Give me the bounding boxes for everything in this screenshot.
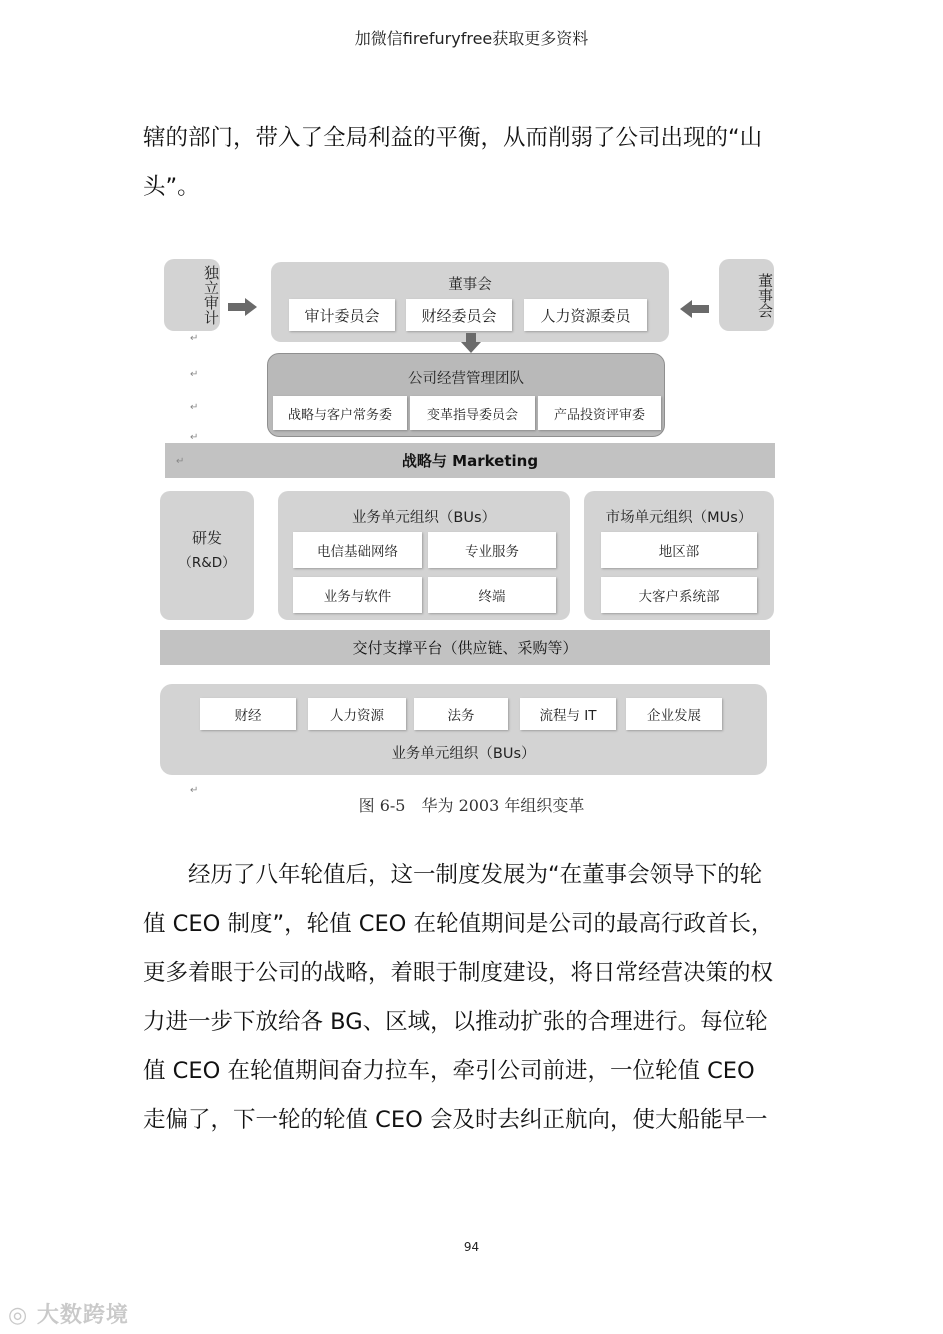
paragraph-line: 辖的部门，带入了全局利益的平衡，从而削弱了公司出现的“山: [143, 125, 763, 151]
support-item: 法务: [414, 698, 508, 730]
board-committee: 财经委员会: [406, 299, 512, 331]
paragraph-bottom: [143, 851, 803, 1145]
paragraph-line: 力进一步下放给各 BG、区域，以推动扩张的合理进行。每位轮: [143, 1009, 768, 1035]
management-committee: 产品投资评审委: [538, 396, 661, 430]
paragraph-line: 更多着眼于公司的战略，着眼于制度建设，将日常经营决策的权: [143, 960, 774, 986]
auditor-label: 独立审计: [202, 265, 220, 325]
watermark-icon: ◎: [8, 1303, 29, 1328]
edit-mark: ↵: [190, 432, 199, 443]
edit-mark: ↵: [190, 785, 199, 796]
right-board-label: 董事会: [756, 272, 774, 318]
board-committee: 审计委员会: [289, 299, 395, 331]
management-committee: 变革指导委员会: [410, 396, 535, 430]
board-committee: 人力资源委员: [524, 299, 647, 331]
rnd-sublabel: （R&D）: [178, 555, 236, 571]
right-board-box: [719, 259, 774, 331]
mu-title: 市场单元组织（MUs）: [605, 510, 753, 526]
support-item: 人力资源: [308, 698, 406, 730]
watermark-logo: [8, 1298, 129, 1329]
mu-item: 大客户系统部: [601, 577, 757, 613]
edit-mark: ↵: [176, 456, 185, 467]
management-committee: 战略与客户常务委: [273, 396, 407, 430]
support-item: 财经: [200, 698, 296, 730]
paragraph-line: 值 CEO 在轮值期间奋力拉车，牵引公司前进，一位轮值 CEO: [143, 1058, 755, 1084]
board-box: [271, 262, 669, 342]
mu-box: [584, 491, 774, 620]
arrow-left-icon: [680, 300, 710, 318]
rnd-label: 研发: [191, 529, 222, 547]
edit-mark: ↵: [190, 402, 199, 413]
figure-caption: 图 6-5 华为 2003 年组织变革: [358, 796, 585, 815]
bu-item: 终端: [428, 577, 556, 613]
page-number: 94: [463, 1240, 480, 1254]
bu-item: 专业服务: [428, 532, 556, 568]
auditor-box: [164, 259, 220, 331]
support-item: 企业发展: [626, 698, 722, 730]
rnd-box: [160, 491, 254, 620]
paragraph-line: 头”。: [143, 174, 200, 200]
mu-item: 地区部: [601, 532, 757, 568]
paragraph-line: 走偏了，下一轮的轮值 CEO 会及时去纠正航向，使大船能早一: [143, 1107, 768, 1133]
arrow-right-icon: [228, 298, 258, 316]
delivery-band: 交付支撑平台（供应链、采购等）: [160, 630, 770, 665]
board-title: 董事会: [448, 277, 492, 293]
management-title: 公司经营管理团队: [408, 371, 524, 387]
edit-mark: ↵: [190, 333, 199, 344]
support-box: [160, 684, 767, 775]
paragraph-line: 值 CEO 制度”，轮值 CEO 在轮值期间是公司的最高行政首长，: [143, 911, 774, 937]
support-title: 业务单元组织（BUs）: [391, 746, 536, 762]
bu-item: 业务与软件: [293, 577, 422, 613]
arrow-down-icon: [461, 333, 481, 353]
management-box: [267, 353, 665, 437]
watermark-text: 大数跨境: [36, 1303, 129, 1328]
page-header: 加微信firefuryfree获取更多资料: [354, 29, 589, 48]
support-item: 流程与 IT: [520, 698, 616, 730]
edit-mark: ↵: [190, 369, 199, 380]
bu-box: [278, 491, 570, 620]
paragraph-line: 经历了八年轮值后，这一制度发展为“在董事会领导下的轮: [143, 862, 763, 888]
strategy-band: 战略与 Marketing: [165, 443, 775, 478]
bu-item: 电信基础网络: [293, 532, 422, 568]
bu-title: 业务单元组织（BUs）: [351, 510, 497, 526]
